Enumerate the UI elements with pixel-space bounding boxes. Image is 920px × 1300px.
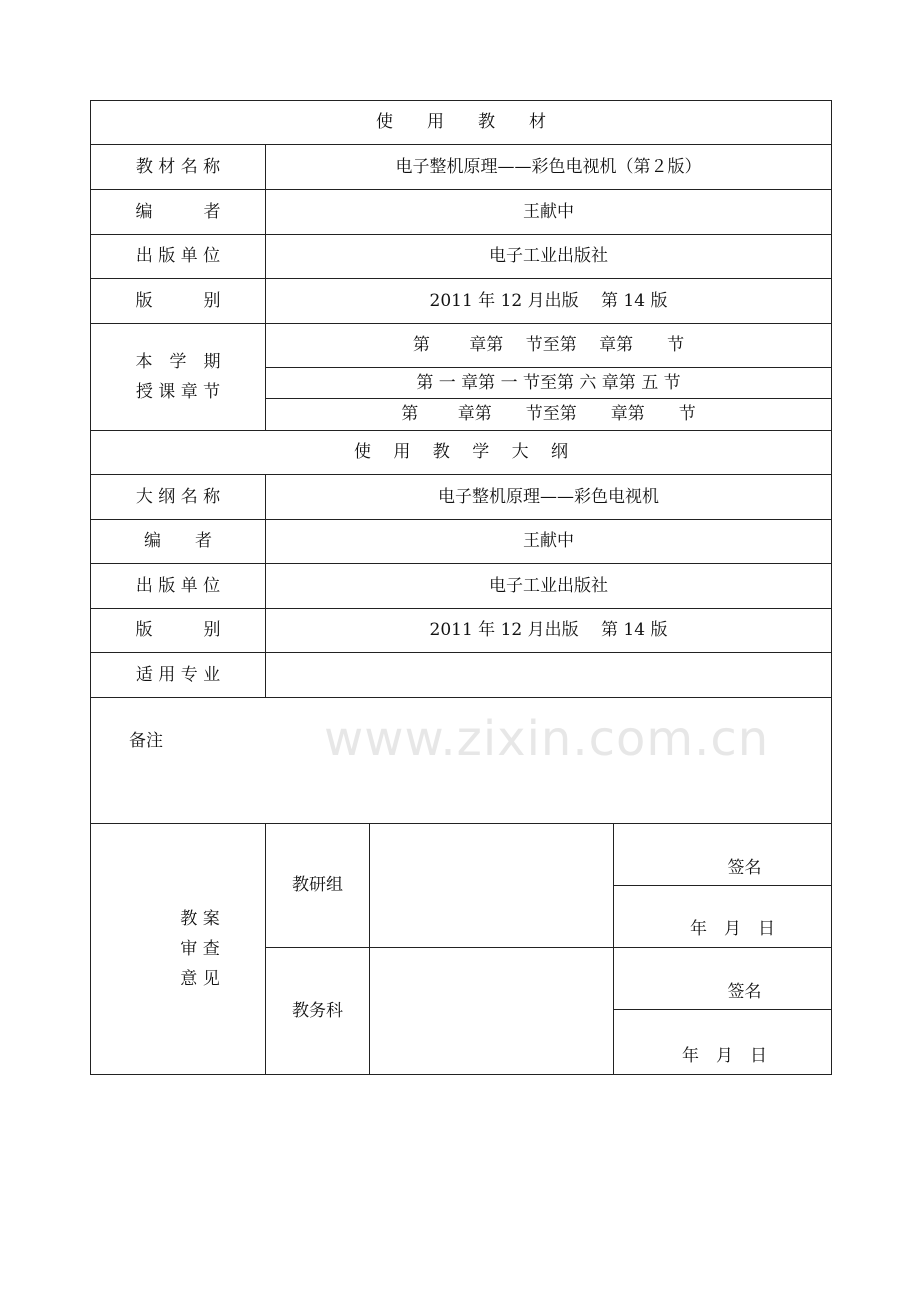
textbook-name-label: 教 材 名 称 (135, 156, 221, 177)
textbook-edition-value: 2011 年 12 月出版 第 14 版 (429, 290, 668, 311)
textbook-author-value: 王献中 (523, 201, 574, 222)
review-label-line2: 审 查 (180, 939, 220, 959)
academic-affairs-date: 年 月 日 (682, 1045, 767, 1066)
syllabus-name-value: 电子整机原理——彩色电视机 (438, 486, 659, 507)
textbook-header: 使 用 教 材 (376, 112, 546, 132)
chapter-row-2: 第 一 章第 一 节至第 六 章第 五 节 (416, 372, 681, 393)
academic-affairs-sign-label: 签名 (727, 981, 762, 1002)
row-divider (613, 1009, 831, 1010)
textbook-publisher-label: 出 版 单 位 (135, 246, 221, 266)
syllabus-author-label: 编 者 (144, 531, 212, 551)
syllabus-edition-label: 版 别 (135, 620, 221, 640)
syllabus-edition-value: 2011 年 12 月出版 第 14 版 (429, 620, 668, 640)
teaching-group-sign-label: 签名 (727, 857, 762, 878)
chapter-row-3: 第 章第 节至第 章第 节 (401, 404, 696, 424)
review-label-line3: 意 见 (180, 969, 220, 989)
chapter-row-1: 第 章第 节至第 章第 节 (412, 335, 685, 355)
review-label (91, 824, 265, 1074)
remarks-label: 备注 (129, 731, 163, 751)
watermark-text: www.zixin.com.cn (324, 711, 770, 767)
academic-affairs-label: 教务科 (292, 1000, 343, 1021)
teaching-group-label: 教研组 (292, 875, 343, 895)
chapters-label (91, 324, 265, 430)
syllabus-publisher-label: 出 版 单 位 (135, 575, 221, 596)
syllabus-header: 使 用 教 学 大 纲 (353, 442, 569, 462)
syllabus-name-label: 大 纲 名 称 (135, 486, 221, 507)
academic-affairs-opinion[interactable] (370, 948, 613, 1074)
review-label-line1: 教 案 (180, 909, 220, 929)
major-label: 适 用 专 业 (135, 664, 221, 685)
chapters-label-line1: 本 学 期 (135, 352, 221, 372)
teaching-group-date: 年 月 日 (690, 918, 775, 939)
major-value[interactable] (266, 653, 831, 697)
textbook-name-value: 电子整机原理——彩色电视机（第２版） (395, 156, 702, 177)
textbook-edition-label: 版 别 (135, 290, 221, 311)
syllabus-author-value: 王献中 (523, 531, 574, 551)
textbook-publisher-value: 电子工业出版社 (489, 246, 608, 266)
row-divider (91, 697, 831, 698)
textbook-author-label: 编 者 (135, 201, 221, 222)
row-divider (613, 885, 831, 886)
course-form-table (90, 100, 832, 1075)
chapters-label-line2: 授 课 章 节 (135, 382, 221, 402)
syllabus-publisher-value: 电子工业出版社 (489, 575, 608, 596)
teaching-group-opinion[interactable] (370, 824, 613, 947)
